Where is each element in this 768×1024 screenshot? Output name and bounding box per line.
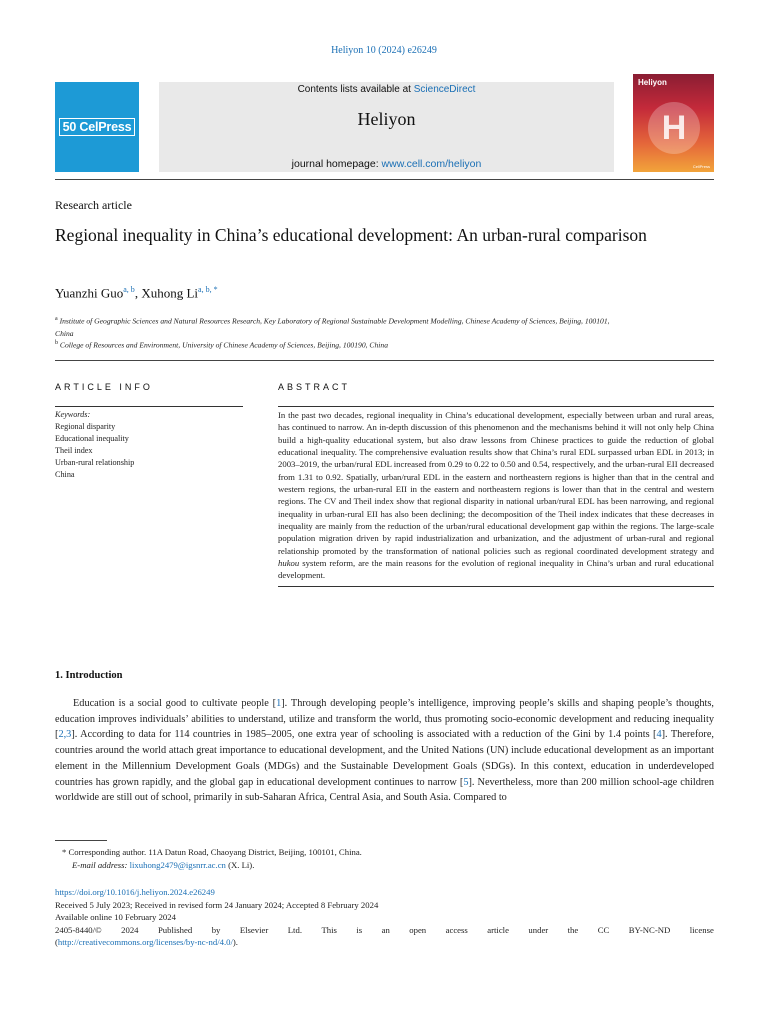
license-word: Published: [157, 924, 193, 935]
license-word: open: [409, 924, 427, 935]
keyword-item: Urban-rural relationship: [55, 458, 135, 467]
license-word: under: [528, 924, 549, 935]
article-type: Research article: [55, 198, 132, 212]
journal-header: [159, 82, 614, 172]
license-word: an: [381, 924, 390, 935]
article-title: Regional inequality in China’s educational development: An urban-rural comparison: [55, 225, 647, 245]
homepage-prefix: journal homepage:: [291, 158, 382, 170]
affiliation-text: College of Resources and Environment, University of Chinese Academy of Sciences, Beijing, 100190, China: [59, 340, 388, 350]
affiliation-a: [55, 313, 615, 340]
cover-footer: CellPress: [692, 164, 710, 169]
license-word: CC: [597, 924, 610, 935]
license-word: is: [356, 924, 363, 935]
license-word: by: [211, 924, 221, 935]
license-word: the: [567, 924, 579, 935]
affiliation-b: [55, 337, 615, 352]
journal-cover-image[interactable]: [633, 74, 714, 172]
keyword-item: Regional disparity: [55, 422, 116, 431]
license-statement: [55, 924, 714, 937]
license-word: This: [321, 924, 337, 935]
online-date: Available online 10 February 2024: [55, 912, 176, 923]
publication-info: [55, 886, 714, 949]
keyword-item: China: [55, 470, 75, 479]
email-note: [62, 859, 362, 872]
paren-open: (: [55, 937, 58, 948]
abstract-part: system reform, are the main reasons for the evolution of regional inequality in China’s urban and rural educational development.: [278, 558, 714, 581]
license-word: license: [689, 924, 714, 935]
cover-title: Heliyon: [638, 78, 667, 87]
intro-text: ]. Through developing people’s intelligence, improving people’s skills and shaping people’s thoughts, education improves individuals’ abilities to understand, utilize and transform the world, thus promoting socio-economic development and reducing inequality [: [55, 698, 714, 741]
citation-link[interactable]: 5: [463, 776, 469, 788]
contents-line: [159, 84, 614, 95]
article-info-heading: ARTICLE INFO: [55, 382, 153, 392]
license-word: 2024: [121, 924, 139, 935]
abstract-text: [278, 406, 714, 587]
email-label: E-mail address:: [72, 859, 128, 870]
license-word: BY-NC-ND: [628, 924, 671, 935]
keywords-block: [55, 406, 243, 481]
keyword-item: Theil index: [55, 446, 93, 455]
license-link[interactable]: http://creativecommons.org/licenses/by-nc-nd/4.0/: [57, 937, 233, 948]
doi-link[interactable]: https://doi.org/10.1016/j.heliyon.2024.e26249: [55, 887, 215, 897]
abstract-italic-term: hukou: [278, 558, 300, 569]
author-list: Yuanzhi Guo$^{a, b}$, Xuhong $Li^{a, b, *}$: [55, 285, 218, 301]
cellpress-logo-box[interactable]: [55, 82, 139, 172]
intro-text: ]. Therefore, countries around the world attach great importance to educational development, and the United Nations (UN) include educational development as an important element in the Millennium Development Goals (MDGs) and the Sustainable Development Goals (SDGs). In this context, education in underdeveloped countries has grown rapidly, and the global gap in educational development continues to narrow [: [55, 729, 714, 788]
introduction-paragraph: [55, 696, 714, 806]
license-word: article: [487, 924, 509, 935]
affiliation-divider: [55, 360, 714, 361]
footnote-divider: [55, 840, 107, 841]
email-link[interactable]: lixuhong2479@igsnrr.ac.cn: [129, 859, 226, 870]
license-word: 2405-8440/©: [55, 924, 102, 935]
abstract-heading: ABSTRACT: [278, 382, 351, 392]
sciencedirect-link[interactable]: ScienceDirect: [413, 84, 476, 95]
citation-link[interactable]: 2,3: [58, 729, 72, 741]
footnotes: [62, 846, 362, 871]
license-link-line: [55, 936, 714, 949]
author-name[interactable]: Xuhong Li: [141, 285, 199, 301]
publication-dates: Received 5 July 2023; Received in revised form 24 January 2024; Accepted 8 February 2024: [55, 899, 379, 910]
introduction-heading: 1. Introduction: [55, 670, 123, 681]
affiliation-text: Institute of Geographic Sciences and Natural Resources Research, Key Laboratory of Regional Sustainable Development Modelling, Chinese Academy of Sciences, Beijing, 100101, China: [55, 316, 610, 338]
affiliation-marker: b: [55, 340, 58, 346]
cover-letter: H: [661, 108, 687, 147]
intro-text: ]. Nevertheless, more than 200 million school-age children worldwide are still out of school, primarily in sub-Saharan Africa, Central Asia, and South Asia. Compared to: [55, 776, 714, 804]
author-name[interactable]: Yuanzhi Guo: [55, 285, 124, 301]
license-word: Elsevier: [239, 924, 269, 935]
contents-prefix: Contents lists available at: [297, 84, 414, 95]
homepage-line: [159, 158, 614, 170]
email-suffix: (X. Li).: [225, 859, 255, 870]
intro-text: ]. According to data for 114 countries in 1985–2005, one extra year of schooling is associated with a reduction of the Gini by 1.4 points [: [71, 729, 657, 741]
journal-name: Heliyon: [357, 109, 416, 129]
keywords-label: Keywords:: [55, 410, 91, 419]
author-affiliation-sup[interactable]: a, b, *: [198, 285, 218, 294]
homepage-link[interactable]: www.cell.com/heliyon: [381, 158, 482, 170]
header-divider: [55, 179, 714, 180]
keyword-item: Educational inequality: [55, 434, 129, 443]
citation-link[interactable]: 4: [656, 729, 662, 741]
cover-circle: [648, 102, 700, 154]
cellpress-logo: 50 CelPress: [59, 118, 136, 136]
corresponding-author-note: * Corresponding author. 11A Datun Road, Chaoyang District, Beijing, 100101, China.: [62, 847, 362, 857]
abstract-part: In the past two decades, regional inequality in China’s educational development, especially between urban and rural areas, has continued to narrow. An in-depth discussion of this phenomenon and the mechanisms behind it will not only help China build a high-quality educational system, but also draw lessons from Chinese practices to guide the reduction of global educational inequality. The comprehensive evaluation results show that China’s rural EDL surpassed urban EDL in 2013; in 2003–2019, the urban/rural EDL increased from 0.29 to 0.22 to 0.50 and 0.54, respectively, and the urban-rural EII decreased from 1.31 to 0.92. Spatially, urban/rural EDL in the eastern and northeastern regions is higher than that in the central and western regions, the urban-rural EII in the eastern and northeastern regions is lower than that in the central and western regions. The CV and Theil index show that regional disparity in national urban/rural EDL has been narrowing, and regional inequality in urban-rural EII has also been declining; the decomposition of the Theil index indicates that these decreases in inequality are mainly from the reduction of the urban/rural educational development gap within the regions. The large-scale population migration driven by rapid industrialization and urbanization, and the adjustment of urban-rural and regional relationship promoted by the transformation of national policies such as regional coordinated development strategy and: [278, 410, 714, 556]
license-word: Ltd.: [287, 924, 302, 935]
author-affiliation-sup[interactable]: a, b: [123, 285, 135, 294]
citation-link[interactable]: 1: [276, 698, 282, 709]
journal-reference[interactable]: Heliyon 10 (2024) e26249: [331, 45, 437, 56]
intro-text: Education is a social good to cultivate people [: [73, 698, 277, 709]
license-word: access: [445, 924, 468, 935]
paren-close: ).: [232, 937, 238, 948]
affiliation-marker: a: [55, 316, 58, 322]
